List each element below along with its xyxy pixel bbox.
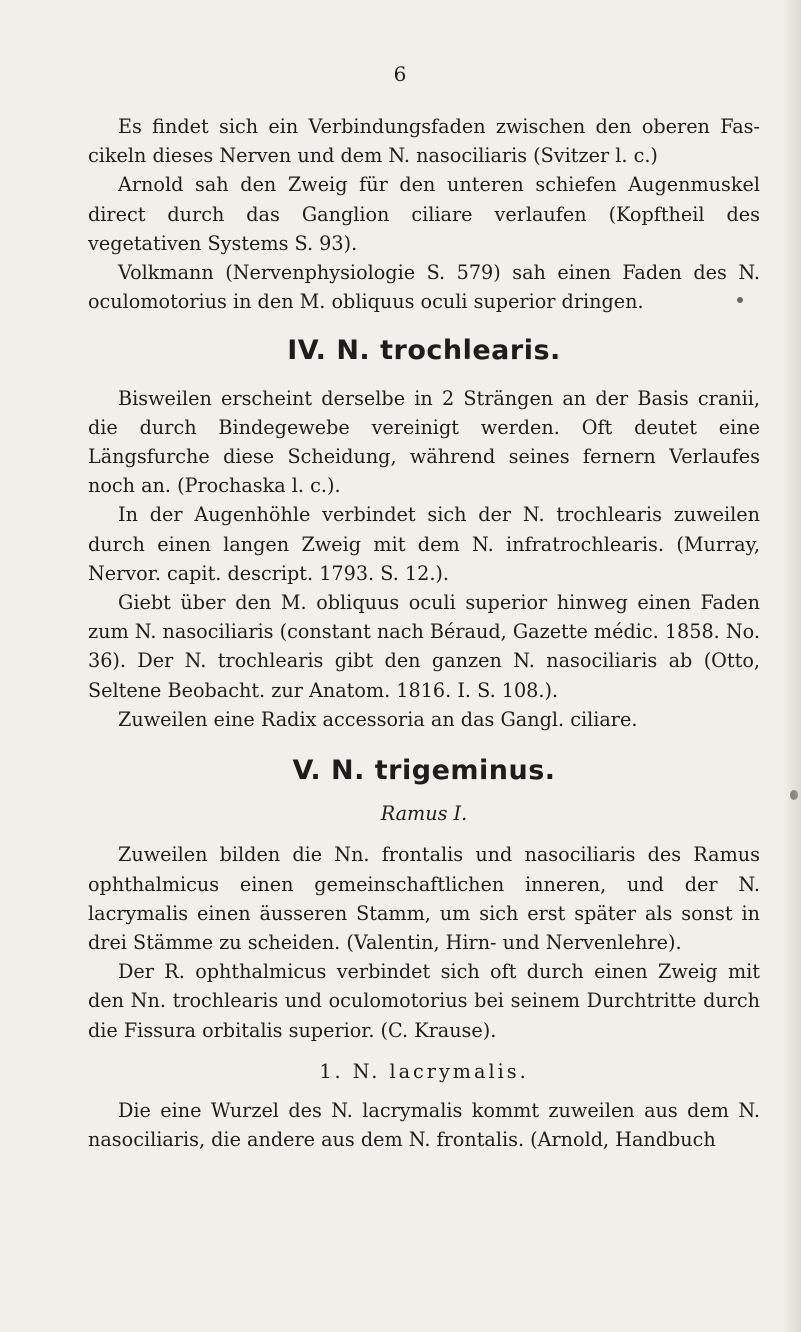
paragraph: Arnold sah den Zweig für den unteren schiefen Augenmuskel direct durch das Ganglion ciliare verlaufen (Kopftheil des vegetativen Systems S. 93). (88, 173, 760, 255)
paragraph: Zuweilen eine Radix accessoria an das Gangl. ciliare. (118, 707, 638, 731)
section-heading: V. N. trigeminus. (292, 755, 556, 787)
paragraph: Es findet sich ein Verbindungsfaden zwischen den oberen Fas-cikeln dieses Nerven und dem N. nasociliaris (Svitzer l. c.) (88, 115, 760, 168)
paragraph: Volkmann (Nervenphysiologie S. 579) sah einen Faden des N. oculomotorius in den M. obliquus oculi superior dringen. (88, 261, 760, 314)
paragraph: Die eine Wurzel des N. lacrymalis kommt zuweilen aus dem N. nasociliaris, die andere aus dem N. frontalis. (Arnold, Handbuch (88, 1099, 760, 1152)
paragraph: Giebt über den M. obliquus oculi superior hinweg einen Faden zum N. nasociliaris (constant nach Béraud, Gazette médic. 1858. No. 36). Der N. trochlearis gibt den ganzen N. nasociliaris ab (Otto, Seltene Beobacht. zur Anatom. 1816. I. S. 108.). (88, 591, 760, 702)
page-body (88, 112, 760, 1155)
paragraph: Zuweilen bilden die Nn. frontalis und nasociliaris des Ramus ophthalmicus einen gemeinschaftlichen inneren, und der N. lacrymalis einen äusseren Stamm, um sich erst später als sonst in drei Stämme zu scheiden. (Valentin, Hirn- und Nervenlehre). (88, 843, 760, 955)
subsection-title: Ramus I. (380, 802, 468, 826)
paragraph: In der Augenhöhle verbindet sich der N. trochlearis zuweilen durch einen langen Zweig mit dem N. infratrochlearis. (Murray, Nervor. capit. descript. 1793. S. 12.). (88, 503, 760, 585)
paragraph: Bisweilen erscheint derselbe in 2 Strängen an der Basis cranii, die durch Bindegewebe vereinigt werden. Oft deutet eine Längsfurche diese Scheidung, während seines fernern Verlaufes noch an. (Prochaska l. c.). (88, 386, 760, 498)
section-heading: IV. N. trochlearis. (287, 335, 561, 367)
page-number: 6 (393, 62, 408, 86)
speck-mark (737, 297, 743, 303)
subsection-heading: 1. N. lacrymalis. (319, 1059, 529, 1083)
page-edge-shadow (783, 0, 801, 1332)
paragraph: Der R. ophthalmicus verbindet sich oft durch einen Zweig mit den Nn. trochlearis und oculomotorius bei seinem Durchtritte durch die Fissura orbitalis superior. (C. Krause). (88, 960, 760, 1042)
